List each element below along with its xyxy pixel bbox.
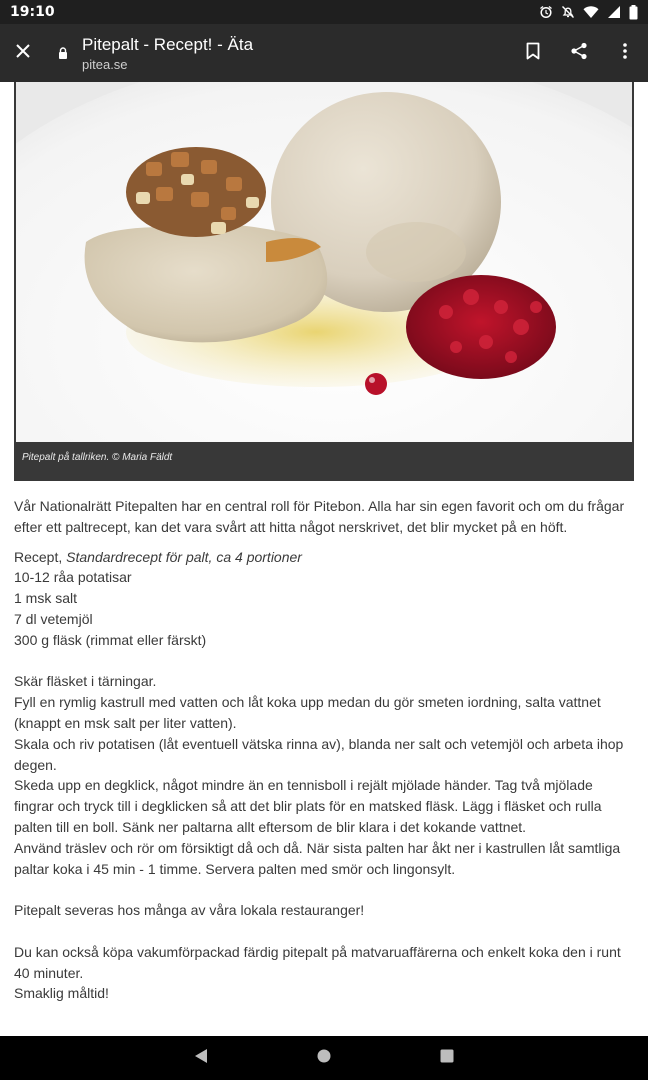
back-triangle-icon	[194, 1048, 208, 1069]
step-item: Skeda upp en degklick, något mindre än en tennisboll i rejält mjölade händer. Tag två mjölade fingrar och tryck till i degklicken så att det blir plats för en matsked fläsk. Lägg i fläsket och rulla palten till en boll. Sänk ner paltarna allt eftersom de blir klara i det kokande vattnet.	[14, 777, 602, 835]
status-icons	[539, 5, 638, 20]
nav-home-button[interactable]	[304, 1038, 344, 1078]
pitepalt-photo	[16, 82, 632, 442]
wifi-icon	[583, 5, 599, 19]
alarm-icon	[539, 5, 553, 19]
ingredient-item: 7 dl vetemjöl	[14, 610, 93, 627]
restaurants-paragraph: Pitepalt severas hos många av våra lokala restauranger!	[14, 902, 365, 919]
intro-paragraph: Vår Nationalrätt Pitepalten har en central roll för Pitebon. Alla har sin egen favorit och om du frågar efter ett paltrecept, kan det vara svårt att hitta något nerskrivet, det blir mycket på en höft.	[14, 498, 625, 535]
page-domain: pitea.se	[82, 56, 128, 72]
step-item: Fyll en rymlig kastrull med vatten och låt koka upp medan du gör smeten iordning, salta vattnet (knappt en msk salt per liter vatten).	[14, 694, 601, 731]
ingredient-item: 1 msk salt	[14, 590, 78, 607]
page-title-block[interactable]	[82, 35, 253, 72]
page-content[interactable]	[0, 82, 648, 1036]
signal-icon	[607, 5, 621, 19]
recents-square-icon	[440, 1049, 454, 1068]
closing-line: Smaklig måltid!	[14, 985, 109, 1002]
more-options-button[interactable]	[602, 24, 648, 82]
lock-icon	[58, 47, 72, 59]
ingredient-item: 300 g fläsk (rimmat eller färskt)	[14, 631, 207, 648]
step-item: Använd träslev och rör om försiktigt då och då. När sista palten har åkt ner i kastrullen låt samtliga paltar koka i 45 min - 1 timme. Servera palten med smör och lingonsylt.	[14, 839, 621, 877]
status-time: 19:10	[10, 4, 55, 20]
step-item: Skala och riv potatisen (låt eventuell vätska rinna av), blanda ner salt och vetemjöl och arbeta ihop degen.	[14, 735, 624, 773]
store-paragraph: Du kan också köpa vakumförpackad färdig pitepalt på matvaruaffärerna och enkelt koka den i runt 40 minuter.	[14, 943, 621, 981]
bookmark-icon	[526, 42, 540, 65]
nav-back-button[interactable]	[181, 1038, 221, 1078]
ingredient-item: 10-12 råa potatisar	[14, 569, 132, 586]
system-nav-bar	[0, 1036, 648, 1080]
recipe-title: Standardrecept för palt, ca 4 portioner	[66, 548, 302, 565]
home-circle-icon	[317, 1049, 331, 1068]
battery-icon	[629, 5, 638, 20]
share-icon	[570, 42, 588, 65]
close-icon	[15, 43, 31, 64]
article-body	[14, 496, 634, 1004]
recipe-label: Recept,	[14, 548, 67, 565]
close-button[interactable]	[0, 24, 46, 82]
step-item: Skär fläsket i tärningar.	[14, 673, 157, 690]
toolbar-actions	[510, 24, 648, 82]
page-title: Pitepalt - Recept! - Äta	[82, 34, 254, 54]
nav-recents-button[interactable]	[427, 1038, 467, 1078]
more-vert-icon	[623, 43, 627, 64]
bookmark-button[interactable]	[510, 24, 556, 82]
photo-caption: Pitepalt på tallriken. © Maria Fäldt	[22, 452, 173, 463]
mute-icon	[561, 5, 575, 19]
recipe-figure	[14, 82, 634, 481]
browser-toolbar	[0, 24, 648, 82]
share-button[interactable]	[556, 24, 602, 82]
recipe-heading	[14, 547, 634, 568]
status-bar	[0, 0, 648, 24]
